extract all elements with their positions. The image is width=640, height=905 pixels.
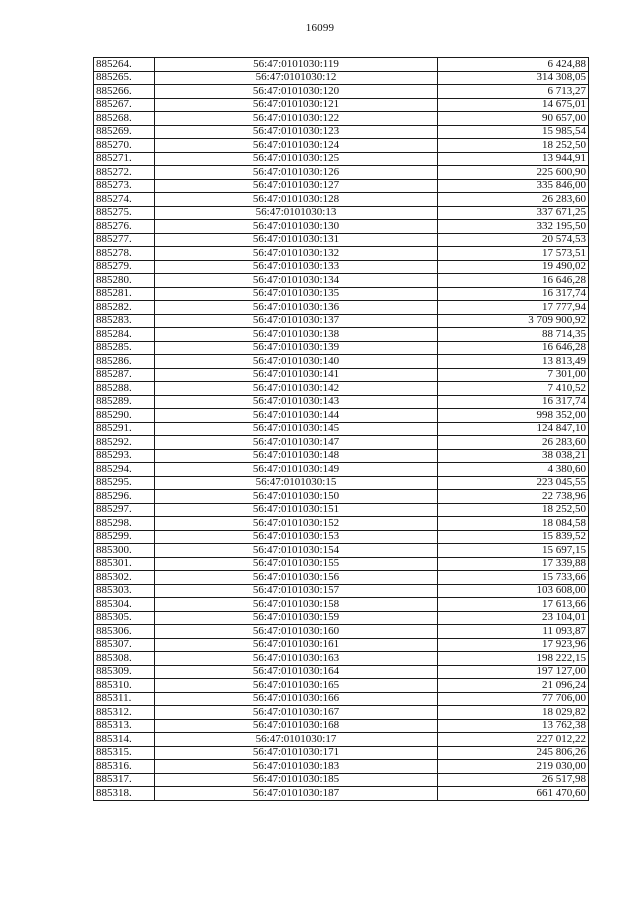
row-number-cell: 885283. (94, 314, 155, 328)
table-row (94, 571, 589, 585)
cadastral-number-cell: 56:47:0101030:142 (155, 382, 438, 396)
row-number-cell: 885305. (94, 611, 155, 625)
cadastral-number-cell: 56:47:0101030:187 (155, 787, 438, 801)
value-cell: 13 944,91 (438, 152, 589, 166)
value-cell: 6 713,27 (438, 85, 589, 99)
row-number-cell: 885273. (94, 179, 155, 193)
table-row (94, 490, 589, 504)
cadastral-number-cell: 56:47:0101030:157 (155, 584, 438, 598)
cadastral-number-cell: 56:47:0101030:122 (155, 112, 438, 126)
table-row (94, 787, 589, 801)
row-number-cell: 885295. (94, 476, 155, 490)
cadastral-number-cell: 56:47:0101030:158 (155, 598, 438, 612)
cadastral-number-cell: 56:47:0101030:126 (155, 166, 438, 180)
table-row (94, 301, 589, 315)
row-number-cell: 885301. (94, 557, 155, 571)
table-row (94, 706, 589, 720)
registry-table (93, 57, 589, 801)
value-cell: 6 424,88 (438, 58, 589, 72)
table-row (94, 152, 589, 166)
cadastral-number-cell: 56:47:0101030:12 (155, 71, 438, 85)
cadastral-number-cell: 56:47:0101030:148 (155, 449, 438, 463)
row-number-cell: 885315. (94, 746, 155, 760)
cadastral-number-cell: 56:47:0101030:121 (155, 98, 438, 112)
table-row (94, 544, 589, 558)
value-cell: 21 096,24 (438, 679, 589, 693)
table-row (94, 71, 589, 85)
table-row (94, 125, 589, 139)
table-row (94, 760, 589, 774)
cadastral-number-cell: 56:47:0101030:124 (155, 139, 438, 153)
row-number-cell: 885272. (94, 166, 155, 180)
cadastral-number-cell: 56:47:0101030:128 (155, 193, 438, 207)
table-row (94, 625, 589, 639)
row-number-cell: 885290. (94, 409, 155, 423)
cadastral-number-cell: 56:47:0101030:135 (155, 287, 438, 301)
row-number-cell: 885302. (94, 571, 155, 585)
value-cell: 26 283,60 (438, 193, 589, 207)
row-number-cell: 885284. (94, 328, 155, 342)
value-cell: 18 029,82 (438, 706, 589, 720)
row-number-cell: 885277. (94, 233, 155, 247)
row-number-cell: 885287. (94, 368, 155, 382)
row-number-cell: 885289. (94, 395, 155, 409)
row-number-cell: 885318. (94, 787, 155, 801)
row-number-cell: 885281. (94, 287, 155, 301)
value-cell: 337 671,25 (438, 206, 589, 220)
table-row (94, 652, 589, 666)
value-cell: 19 490,02 (438, 260, 589, 274)
cadastral-number-cell: 56:47:0101030:165 (155, 679, 438, 693)
cadastral-number-cell: 56:47:0101030:139 (155, 341, 438, 355)
cadastral-number-cell: 56:47:0101030:119 (155, 58, 438, 72)
table-row (94, 368, 589, 382)
cadastral-number-cell: 56:47:0101030:155 (155, 557, 438, 571)
cadastral-number-cell: 56:47:0101030:134 (155, 274, 438, 288)
value-cell: 17 777,94 (438, 301, 589, 315)
cadastral-number-cell: 56:47:0101030:130 (155, 220, 438, 234)
row-number-cell: 885312. (94, 706, 155, 720)
value-cell: 38 038,21 (438, 449, 589, 463)
table-row (94, 692, 589, 706)
table-row (94, 355, 589, 369)
value-cell: 20 574,53 (438, 233, 589, 247)
row-number-cell: 885304. (94, 598, 155, 612)
value-cell: 26 283,60 (438, 436, 589, 450)
value-cell: 335 846,00 (438, 179, 589, 193)
row-number-cell: 885285. (94, 341, 155, 355)
value-cell: 17 339,88 (438, 557, 589, 571)
value-cell: 103 608,00 (438, 584, 589, 598)
table-row (94, 341, 589, 355)
table-row (94, 530, 589, 544)
value-cell: 16 317,74 (438, 395, 589, 409)
row-number-cell: 885313. (94, 719, 155, 733)
table-row (94, 665, 589, 679)
cadastral-number-cell: 56:47:0101030:125 (155, 152, 438, 166)
row-number-cell: 885299. (94, 530, 155, 544)
table-row (94, 409, 589, 423)
row-number-cell: 885264. (94, 58, 155, 72)
table-row (94, 193, 589, 207)
value-cell: 124 847,10 (438, 422, 589, 436)
table-row (94, 679, 589, 693)
value-cell: 14 675,01 (438, 98, 589, 112)
table-row (94, 598, 589, 612)
value-cell: 11 093,87 (438, 625, 589, 639)
cadastral-number-cell: 56:47:0101030:150 (155, 490, 438, 504)
row-number-cell: 885310. (94, 679, 155, 693)
value-cell: 15 985,54 (438, 125, 589, 139)
row-number-cell: 885275. (94, 206, 155, 220)
cadastral-number-cell: 56:47:0101030:133 (155, 260, 438, 274)
value-cell: 13 813,49 (438, 355, 589, 369)
row-number-cell: 885279. (94, 260, 155, 274)
cadastral-number-cell: 56:47:0101030:141 (155, 368, 438, 382)
cadastral-number-cell: 56:47:0101030:147 (155, 436, 438, 450)
cadastral-number-cell: 56:47:0101030:17 (155, 733, 438, 747)
table-row (94, 247, 589, 261)
table-row (94, 611, 589, 625)
value-cell: 18 084,58 (438, 517, 589, 531)
cadastral-number-cell: 56:47:0101030:15 (155, 476, 438, 490)
cadastral-number-cell: 56:47:0101030:156 (155, 571, 438, 585)
row-number-cell: 885298. (94, 517, 155, 531)
row-number-cell: 885288. (94, 382, 155, 396)
table-row (94, 179, 589, 193)
row-number-cell: 885266. (94, 85, 155, 99)
table-row (94, 206, 589, 220)
cadastral-number-cell: 56:47:0101030:149 (155, 463, 438, 477)
table-row (94, 260, 589, 274)
value-cell: 3 709 900,92 (438, 314, 589, 328)
row-number-cell: 885294. (94, 463, 155, 477)
table-row (94, 233, 589, 247)
value-cell: 198 222,15 (438, 652, 589, 666)
cadastral-number-cell: 56:47:0101030:166 (155, 692, 438, 706)
table-row (94, 287, 589, 301)
table-row (94, 638, 589, 652)
table-row (94, 517, 589, 531)
value-cell: 227 012,22 (438, 733, 589, 747)
cadastral-number-cell: 56:47:0101030:168 (155, 719, 438, 733)
cadastral-number-cell: 56:47:0101030:160 (155, 625, 438, 639)
cadastral-number-cell: 56:47:0101030:127 (155, 179, 438, 193)
value-cell: 7 410,52 (438, 382, 589, 396)
table-row (94, 98, 589, 112)
row-number-cell: 885268. (94, 112, 155, 126)
value-cell: 15 697,15 (438, 544, 589, 558)
cadastral-number-cell: 56:47:0101030:123 (155, 125, 438, 139)
row-number-cell: 885293. (94, 449, 155, 463)
value-cell: 197 127,00 (438, 665, 589, 679)
value-cell: 22 738,96 (438, 490, 589, 504)
row-number-cell: 885265. (94, 71, 155, 85)
page-number: 16099 (305, 22, 335, 34)
value-cell: 223 045,55 (438, 476, 589, 490)
cadastral-number-cell: 56:47:0101030:145 (155, 422, 438, 436)
row-number-cell: 885317. (94, 773, 155, 787)
value-cell: 77 706,00 (438, 692, 589, 706)
value-cell: 16 646,28 (438, 341, 589, 355)
value-cell: 18 252,50 (438, 503, 589, 517)
cadastral-number-cell: 56:47:0101030:120 (155, 85, 438, 99)
row-number-cell: 885291. (94, 422, 155, 436)
cadastral-number-cell: 56:47:0101030:131 (155, 233, 438, 247)
value-cell: 17 573,51 (438, 247, 589, 261)
value-cell: 17 923,96 (438, 638, 589, 652)
value-cell: 88 714,35 (438, 328, 589, 342)
cadastral-number-cell: 56:47:0101030:137 (155, 314, 438, 328)
row-number-cell: 885267. (94, 98, 155, 112)
table-row (94, 557, 589, 571)
row-number-cell: 885270. (94, 139, 155, 153)
table-row (94, 719, 589, 733)
value-cell: 661 470,60 (438, 787, 589, 801)
value-cell: 16 317,74 (438, 287, 589, 301)
value-cell: 26 517,98 (438, 773, 589, 787)
row-number-cell: 885300. (94, 544, 155, 558)
table-row (94, 746, 589, 760)
value-cell: 15 733,66 (438, 571, 589, 585)
row-number-cell: 885297. (94, 503, 155, 517)
table-row (94, 58, 589, 72)
cadastral-number-cell: 56:47:0101030:167 (155, 706, 438, 720)
cadastral-number-cell: 56:47:0101030:140 (155, 355, 438, 369)
value-cell: 13 762,38 (438, 719, 589, 733)
table-row (94, 476, 589, 490)
table-row (94, 85, 589, 99)
row-number-cell: 885296. (94, 490, 155, 504)
cadastral-number-cell: 56:47:0101030:183 (155, 760, 438, 774)
cadastral-number-cell: 56:47:0101030:144 (155, 409, 438, 423)
row-number-cell: 885282. (94, 301, 155, 315)
row-number-cell: 885306. (94, 625, 155, 639)
table-row (94, 166, 589, 180)
cadastral-number-cell: 56:47:0101030:159 (155, 611, 438, 625)
value-cell: 23 104,01 (438, 611, 589, 625)
table-row (94, 314, 589, 328)
table-row (94, 395, 589, 409)
value-cell: 4 380,60 (438, 463, 589, 477)
value-cell: 998 352,00 (438, 409, 589, 423)
table-row (94, 503, 589, 517)
row-number-cell: 885269. (94, 125, 155, 139)
cadastral-number-cell: 56:47:0101030:185 (155, 773, 438, 787)
value-cell: 245 806,26 (438, 746, 589, 760)
table-row (94, 463, 589, 477)
row-number-cell: 885308. (94, 652, 155, 666)
registry-table-body (94, 58, 589, 801)
cadastral-number-cell: 56:47:0101030:136 (155, 301, 438, 315)
cadastral-number-cell: 56:47:0101030:171 (155, 746, 438, 760)
value-cell: 15 839,52 (438, 530, 589, 544)
value-cell: 314 308,05 (438, 71, 589, 85)
row-number-cell: 885309. (94, 665, 155, 679)
value-cell: 225 600,90 (438, 166, 589, 180)
table-row (94, 328, 589, 342)
row-number-cell: 885307. (94, 638, 155, 652)
value-cell: 7 301,00 (438, 368, 589, 382)
table-row (94, 584, 589, 598)
row-number-cell: 885271. (94, 152, 155, 166)
table-row (94, 422, 589, 436)
cadastral-number-cell: 56:47:0101030:152 (155, 517, 438, 531)
value-cell: 219 030,00 (438, 760, 589, 774)
table-row (94, 773, 589, 787)
row-number-cell: 885274. (94, 193, 155, 207)
cadastral-number-cell: 56:47:0101030:164 (155, 665, 438, 679)
row-number-cell: 885316. (94, 760, 155, 774)
row-number-cell: 885314. (94, 733, 155, 747)
row-number-cell: 885280. (94, 274, 155, 288)
cadastral-number-cell: 56:47:0101030:154 (155, 544, 438, 558)
table-row (94, 382, 589, 396)
cadastral-number-cell: 56:47:0101030:143 (155, 395, 438, 409)
cadastral-number-cell: 56:47:0101030:13 (155, 206, 438, 220)
value-cell: 90 657,00 (438, 112, 589, 126)
row-number-cell: 885286. (94, 355, 155, 369)
table-row (94, 449, 589, 463)
cadastral-number-cell: 56:47:0101030:153 (155, 530, 438, 544)
row-number-cell: 885311. (94, 692, 155, 706)
table-row (94, 274, 589, 288)
table-row (94, 733, 589, 747)
cadastral-number-cell: 56:47:0101030:161 (155, 638, 438, 652)
cadastral-number-cell: 56:47:0101030:132 (155, 247, 438, 261)
value-cell: 332 195,50 (438, 220, 589, 234)
cadastral-number-cell: 56:47:0101030:138 (155, 328, 438, 342)
table-row (94, 112, 589, 126)
row-number-cell: 885278. (94, 247, 155, 261)
value-cell: 16 646,28 (438, 274, 589, 288)
table-row (94, 220, 589, 234)
table-row (94, 139, 589, 153)
row-number-cell: 885303. (94, 584, 155, 598)
row-number-cell: 885276. (94, 220, 155, 234)
value-cell: 17 613,66 (438, 598, 589, 612)
cadastral-number-cell: 56:47:0101030:151 (155, 503, 438, 517)
table-row (94, 436, 589, 450)
cadastral-number-cell: 56:47:0101030:163 (155, 652, 438, 666)
row-number-cell: 885292. (94, 436, 155, 450)
value-cell: 18 252,50 (438, 139, 589, 153)
